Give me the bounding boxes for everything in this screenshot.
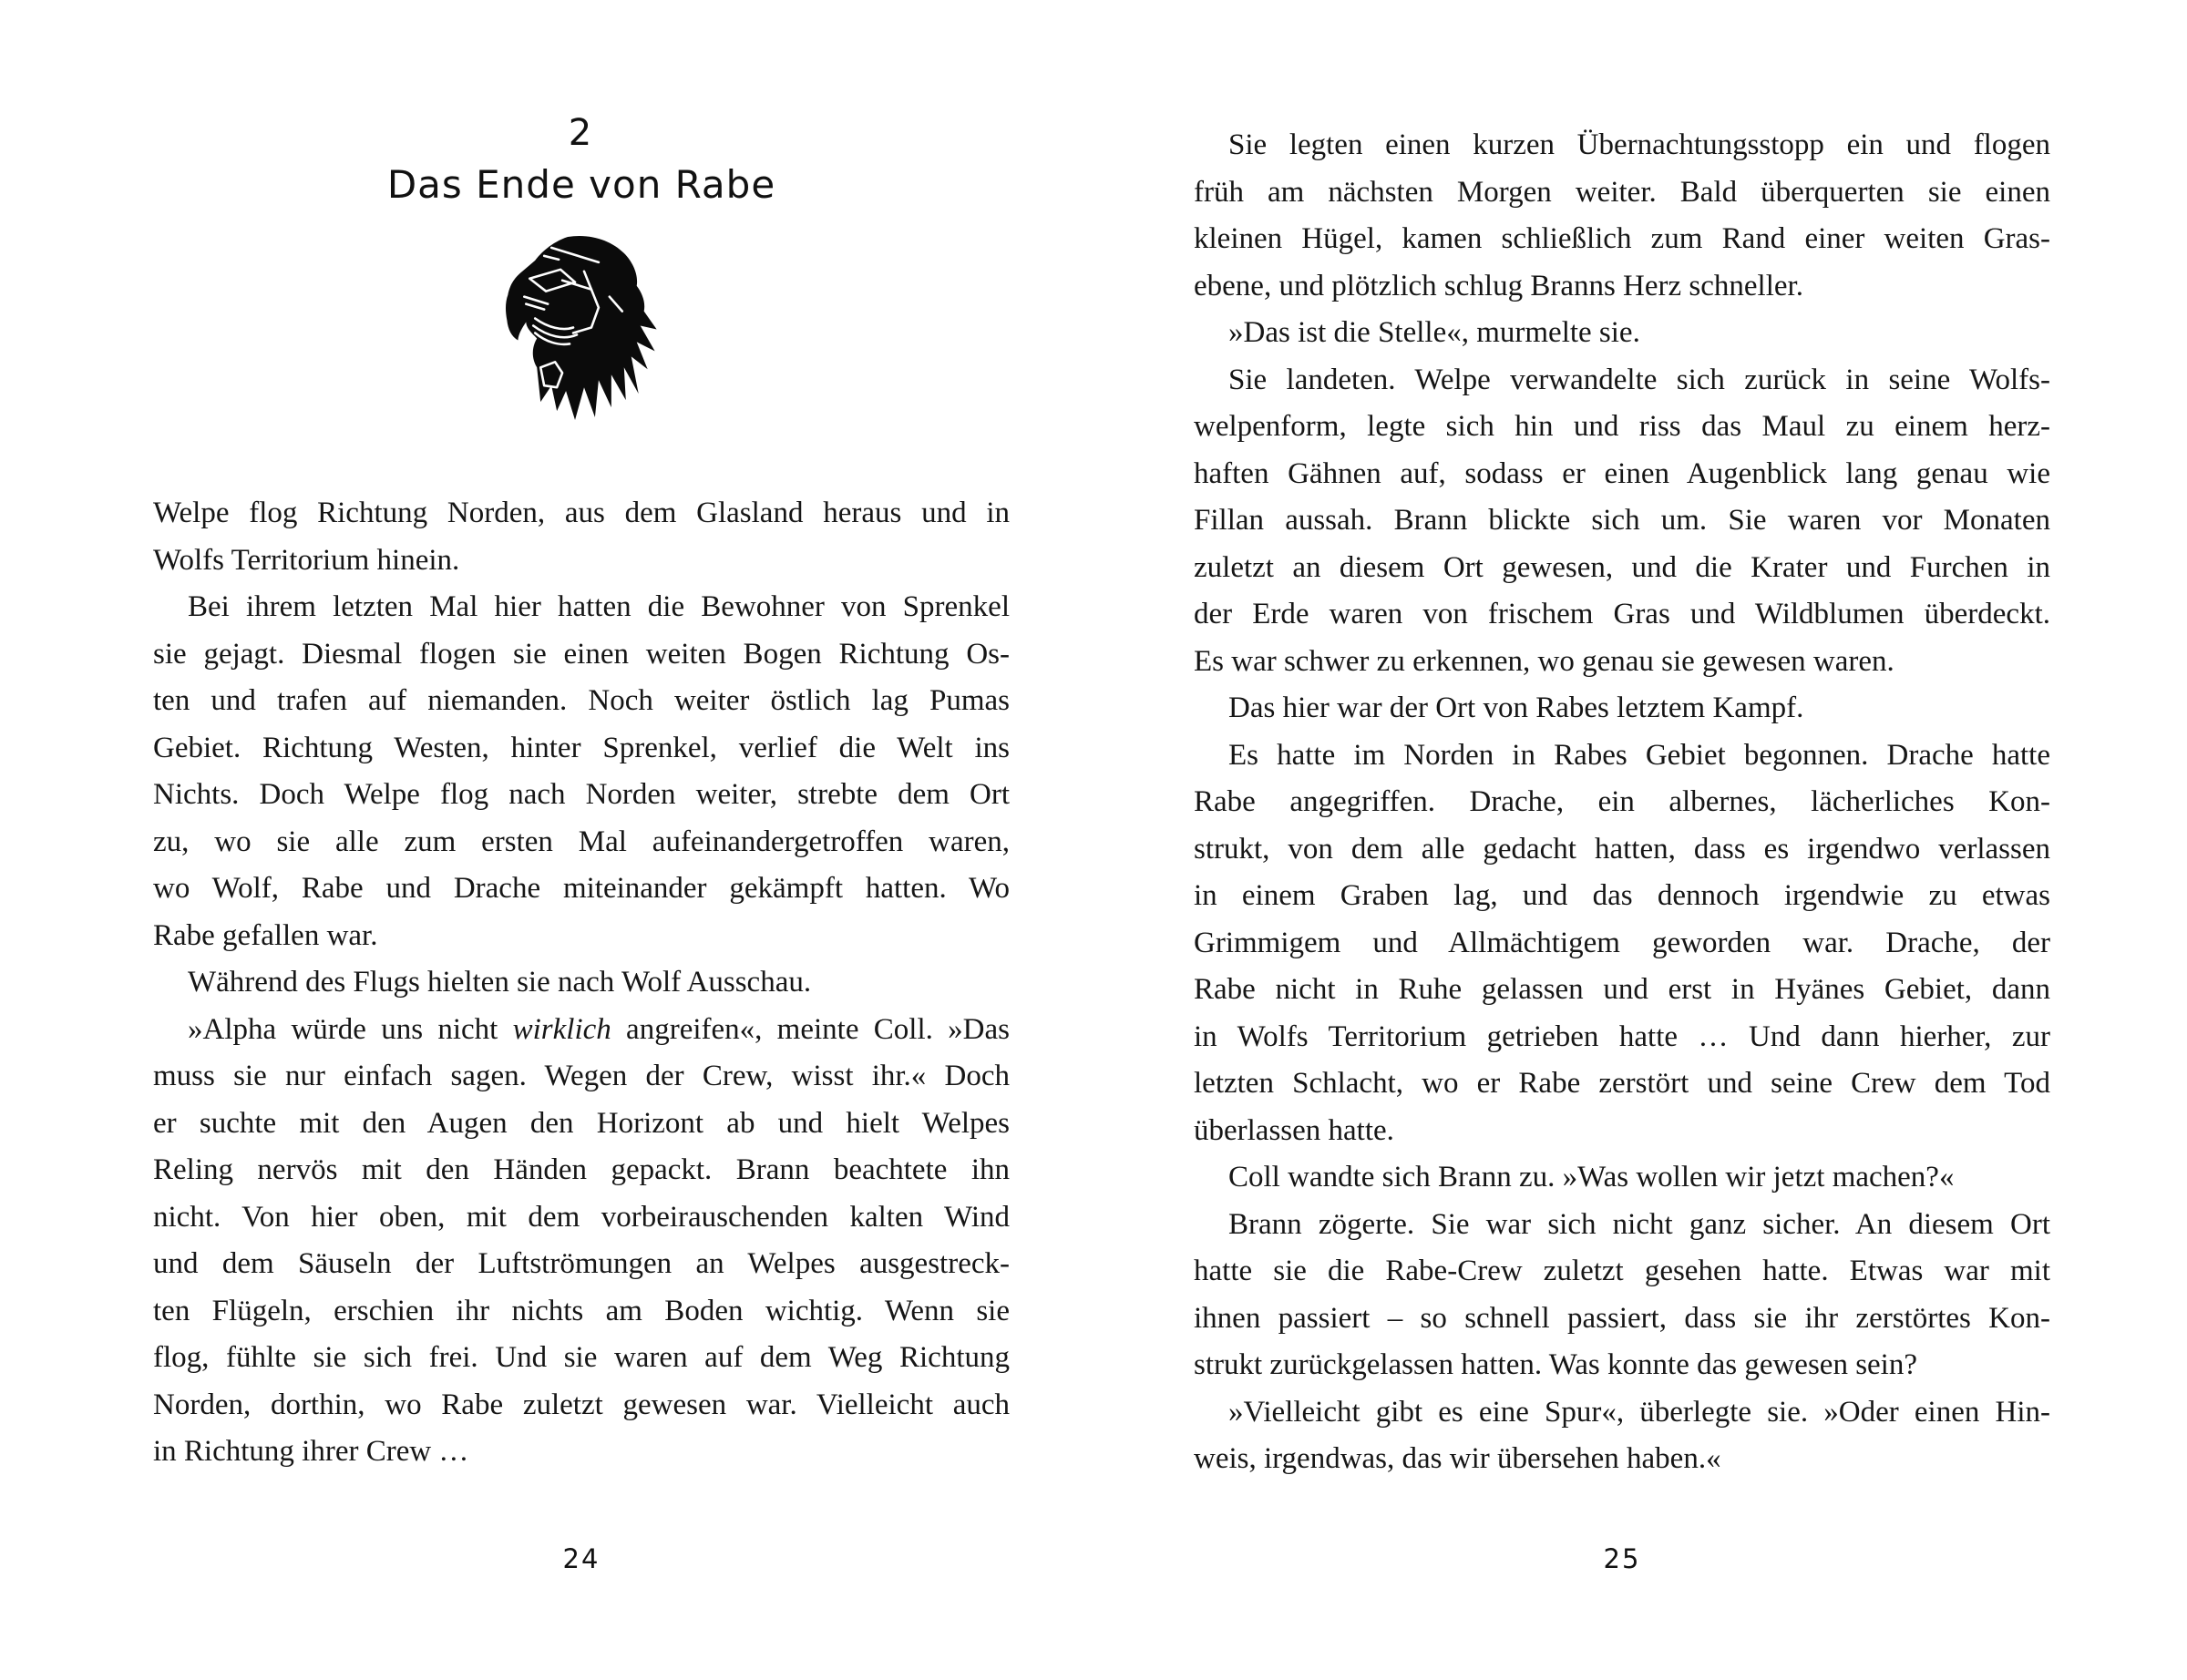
text-line: Bei ihrem letzten Mal hier hatten die Bewohner von Sprenkel bbox=[188, 590, 1010, 623]
text-line: Grimmigem und Allmächtigem geworden war. Drache, der bbox=[1194, 926, 2050, 959]
text-line: in einem Graben lag, und das dennoch irgendwie zu etwas bbox=[1194, 879, 2050, 912]
text-line: kleinen Hügel, kamen schließlich zum Rand einer weiten Gras- bbox=[1194, 222, 2050, 255]
text-line: Brann zögerte. Sie war sich nicht ganz sicher. An diesem Ort bbox=[1228, 1207, 2050, 1241]
text-line: zuletzt an diesem Ort gewesen, und die Krater und Furchen in bbox=[1194, 550, 2050, 584]
text-line: Rabe gefallen war. bbox=[153, 918, 378, 952]
text-line: Welpe flog Richtung Norden, aus dem Glasland heraus und in bbox=[153, 497, 1010, 529]
body-text bbox=[153, 490, 1010, 1476]
text-line: letzten Schlacht, wo er Rabe zerstört und seine Crew dem Tod bbox=[1194, 1067, 2050, 1100]
chapter-header bbox=[153, 0, 1010, 207]
text-line: sie gejagt. Diesmal flogen sie einen weiten Bogen Richtung Os- bbox=[153, 637, 1010, 671]
text-line: Während des Flugs hielten sie nach Wolf Ausschau. bbox=[188, 966, 812, 999]
text-line: Nichts. Doch Welpe flog nach Norden weiter, strebte dem Ort bbox=[153, 778, 1010, 811]
text-line: weis, irgendwas, das wir übersehen haben.« bbox=[1194, 1442, 1721, 1475]
page-number: 24 bbox=[562, 1543, 601, 1574]
text-line: zu, wo sie alle zum ersten Mal aufeinandergetroffen waren, bbox=[153, 825, 1010, 858]
text-line: ten Flügeln, erschien ihr nichts am Boden wichtig. Wenn sie bbox=[153, 1294, 1010, 1327]
page-right bbox=[1094, 0, 2187, 1680]
body-text bbox=[1194, 122, 2050, 1483]
text-line: Norden, dorthin, wo Rabe zuletzt gewesen war. Vielleicht auch bbox=[153, 1388, 1010, 1421]
text-line: nicht. Von hier oben, mit dem vorbeirauschenden kalten Wind bbox=[153, 1200, 1010, 1234]
chapter-number: 2 bbox=[568, 112, 595, 154]
text-line: Sie landeten. Welpe verwandelte sich zurück in seine Wolfs- bbox=[1228, 363, 2050, 396]
text-line: strukt zurückgelassen hatten. Was konnte das gewesen sein? bbox=[1194, 1348, 1917, 1381]
text-line: in Richtung ihrer Crew … bbox=[153, 1435, 469, 1468]
text-line: »Vielleicht gibt es eine Spur«, überlegte sie. »Oder einen Hin- bbox=[1228, 1395, 2050, 1429]
text-line: Coll wandte sich Brann zu. »Was wollen wir jetzt machen?« bbox=[1228, 1161, 1955, 1193]
text-line: Rabe angegriffen. Drache, ein albernes, lächerliches Kon- bbox=[1194, 785, 2050, 818]
text-line: Reling nervös mit den Händen gepackt. Brann beachtete ihn bbox=[153, 1153, 1010, 1186]
text-line: wo Wolf, Rabe und Drache miteinander gekämpft hatten. Wo bbox=[153, 872, 1010, 905]
page-number: 25 bbox=[1603, 1543, 1641, 1574]
text-line: ihnen passiert – so schnell passiert, dass sie ihr zerstörtes Kon- bbox=[1194, 1301, 2050, 1335]
text-line: in Wolfs Territorium getrieben hatte … Und dann hierher, zur bbox=[1194, 1019, 2050, 1053]
text-line: ten und trafen auf niemanden. Noch weiter östlich lag Pumas bbox=[153, 684, 1010, 717]
text-line: hatte sie die Rabe-Crew zuletzt gesehen hatte. Etwas war mit bbox=[1194, 1255, 2050, 1287]
text-line: flog, fühlte sie sich frei. Und sie waren auf dem Weg Richtung bbox=[153, 1341, 1010, 1374]
text-line: strukt, von dem alle gedacht hatten, dass es irgendwo verlassen bbox=[1194, 832, 2050, 866]
text-line: Das hier war der Ort von Rabes letztem Kampf. bbox=[1228, 691, 1804, 724]
text-line: ebene, und plötzlich schlug Branns Herz schneller. bbox=[1194, 269, 1803, 302]
text-line: und dem Säuseln der Luftströmungen an Welpes ausgestreck- bbox=[153, 1247, 1010, 1280]
text-line: Wolfs Territorium hinein. bbox=[153, 543, 460, 577]
text-line: er suchte mit den Augen den Horizont ab und hielt Welpes bbox=[153, 1106, 1010, 1140]
text-line: welpenform, legte sich hin und riss das Maul zu einem herz- bbox=[1194, 410, 2050, 443]
raven-head-icon bbox=[501, 231, 662, 426]
text-line: Es hatte im Norden in Rabes Gebiet begonnen. Drache hatte bbox=[1228, 738, 2050, 772]
text-line: früh am nächsten Morgen weiter. Bald überquerten sie einen bbox=[1194, 175, 2050, 209]
text-line: muss sie nur einfach sagen. Wegen der Crew, wisst ihr.« Doch bbox=[153, 1060, 1010, 1092]
text-line: Es war schwer zu erkennen, wo genau sie gewesen waren. bbox=[1194, 644, 1894, 678]
text-line: Sie legten einen kurzen Übernachtungsstopp ein und flogen bbox=[1228, 128, 2050, 161]
text-line: Gebiet. Richtung Westen, hinter Sprenkel, verlief die Welt ins bbox=[153, 731, 1010, 764]
text-line: »Alpha würde uns nicht wirklich angreifen«, meinte Coll. »Das bbox=[188, 1012, 1010, 1046]
text-line: Rabe nicht in Ruhe gelassen und erst in Hyänes Gebiet, dann bbox=[1194, 973, 2050, 1006]
text-line: »Das ist die Stelle«, murmelte sie. bbox=[1228, 316, 1640, 349]
text-line: haften Gähnen auf, sodass er einen Augenblick lang genau wie bbox=[1194, 456, 2050, 490]
text-line: der Erde waren von frischem Gras und Wildblumen überdeckt. bbox=[1194, 598, 2050, 630]
chapter-title: Das Ende von Rabe bbox=[386, 162, 776, 207]
text-line: überlassen hatte. bbox=[1194, 1113, 1394, 1147]
text-line: Fillan aussah. Brann blickte sich um. Sie waren vor Monaten bbox=[1194, 504, 2050, 537]
